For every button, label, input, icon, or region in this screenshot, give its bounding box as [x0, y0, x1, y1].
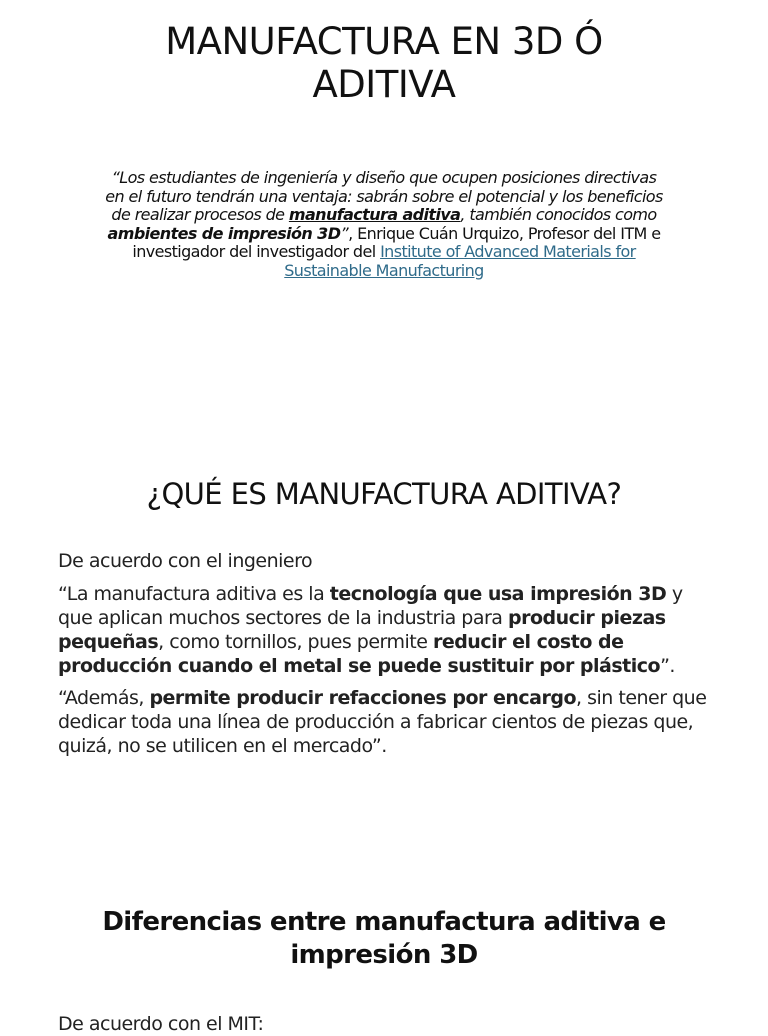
p2-bold-1: tecnología que usa impresión 3D — [329, 583, 667, 605]
institute-link[interactable]: Institute of Advanced Materials for Sustainable Manufacturing — [284, 242, 636, 280]
section-title: ¿QUÉ ES MANUFACTURA ADITIVA? — [146, 477, 622, 511]
p2-text-4: ”. — [660, 655, 675, 677]
p3-text-2: , sin tener que dedicar toda una línea de producción a fabricar cientos de piezas que, quizá, no se utilicen en el mercado”. — [58, 687, 707, 757]
intro-quote — [100, 169, 668, 280]
paragraph-benefits — [58, 686, 718, 758]
p2-bold-3: reducir el costo de producción cuando el metal se puede sustituir por plástico — [58, 631, 661, 677]
p2-text-2: y que aplican muchos sectores de la industria para — [58, 583, 683, 629]
page-title-line-2: ADITIVA — [312, 63, 456, 106]
page-title-line-1: MANUFACTURA EN 3D Ó — [165, 20, 603, 63]
quote-italic-2: , también conocidos como — [460, 205, 657, 224]
quote-italic-3: ” — [340, 223, 349, 243]
paragraph-intro: De acuerdo con el ingeniero — [58, 550, 313, 572]
cut-off-paragraph: De acuerdo con el MIT: — [58, 1013, 264, 1035]
p2-text-1: “La manufactura aditiva es la — [58, 583, 330, 605]
subsection-title-line-2: impresión 3D — [290, 940, 478, 970]
subsection-title-line-1: Diferencias entre manufactura aditiva e — [102, 907, 666, 937]
subsection-title — [0, 906, 768, 972]
quote-attribution: , Enrique Cuán Urquizo, Profesor del ITM e investigador del investigador del — [132, 223, 661, 261]
p3-bold-1: permite producir refacciones por encargo — [149, 687, 577, 709]
p3-text-1: “Además, — [58, 687, 150, 709]
quote-bold-manufactura-aditiva: manufactura aditiva — [288, 205, 461, 224]
p2-bold-2: producir piezas pequeñas — [58, 607, 666, 653]
p2-text-3: , como tornillos, pues permite — [158, 631, 433, 653]
quote-bold-impresion-3d: ambientes de impresión 3D — [107, 223, 341, 243]
paragraph-definition — [58, 582, 718, 678]
quote-italic-1: “Los estudiantes de ingeniería y diseño que ocupen posiciones directivas en el futuro tendrán una ventaja: sabrán sobre el potencial y los beneficios de realizar procesos de — [105, 168, 663, 224]
page-title — [0, 20, 768, 106]
